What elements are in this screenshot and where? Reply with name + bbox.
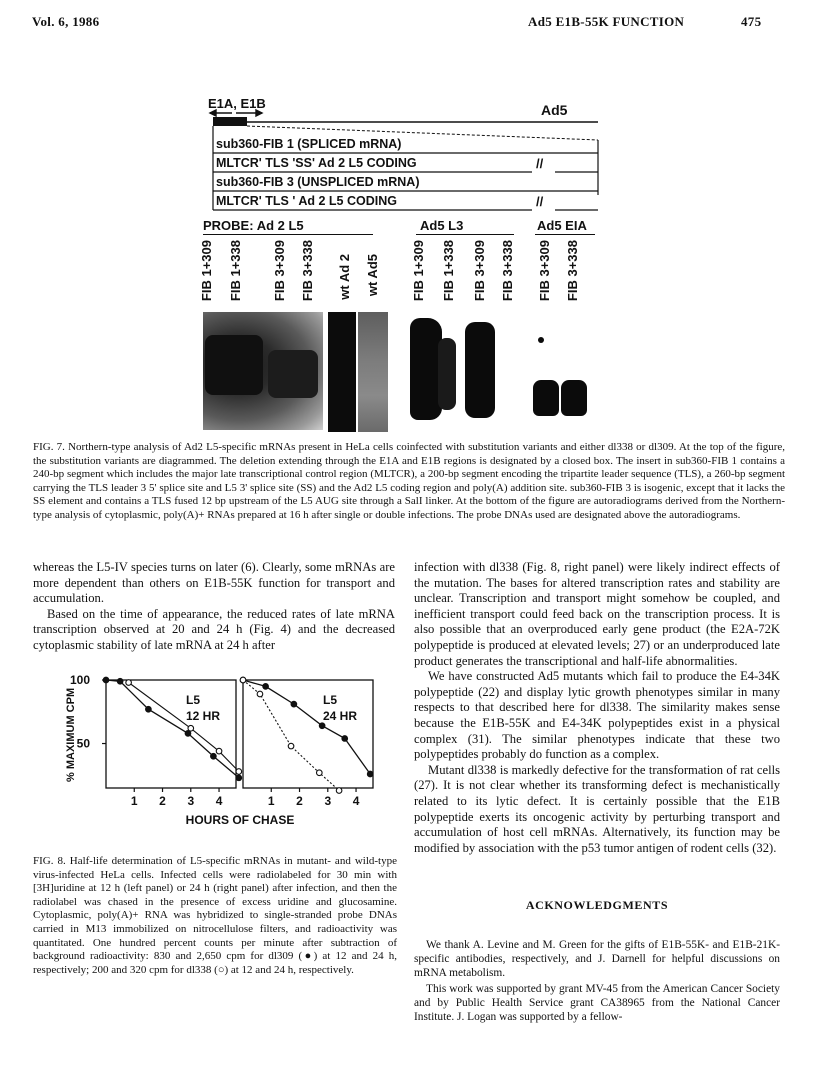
probe-title-ad5-l3: Ad5 L3 bbox=[420, 218, 464, 233]
lane-label: FIB 1+309 bbox=[199, 240, 214, 302]
x-tick-label: 2 bbox=[296, 794, 303, 808]
paragraph: We thank A. Levine and M. Green for the gifts of E1B-55K- and E1B-21K-specific antibodies, respectively, and J. Darnell for helpful discussions on mRNA metabolism. bbox=[414, 939, 780, 979]
lane-label: FIB 3+338 bbox=[500, 240, 515, 302]
autoradiogram-ad5-l3-lane-2 bbox=[438, 338, 456, 410]
journal-volume: Vol. 6, 1986 bbox=[32, 14, 100, 29]
x-tick-label: 3 bbox=[187, 794, 195, 808]
panel-label: 12 HR bbox=[186, 709, 221, 723]
x-tick-label: 4 bbox=[352, 794, 360, 808]
panel-label: 24 HR bbox=[323, 709, 358, 723]
autoradiogram-ad5-l3-lane-3 bbox=[465, 322, 495, 418]
autoradiogram-wt-ad2-lane bbox=[328, 312, 356, 432]
data-point-dl338 bbox=[317, 770, 323, 776]
lane-label: FIB 3+309 bbox=[537, 240, 552, 302]
y-axis-label: % MAXIMUM CPM bbox=[65, 687, 77, 782]
x-tick-label: 3 bbox=[324, 794, 332, 808]
data-point-dl338 bbox=[236, 769, 242, 775]
x-tick-label: 1 bbox=[130, 794, 138, 808]
panel-label: L5 bbox=[323, 693, 338, 707]
panel-frame bbox=[106, 680, 236, 788]
paragraph: We have constructed Ad5 mutants which fail to produce the E4-34K polypeptide (22) and display lytic growth phenotypes similar in many respects to that described here for dl338. The similarity makes sense because the E1B-55K and E4-34K polypeptides exist in a physical complex (31). The similar phenotypes indicate that these two polypeptides probably do function as a complex. bbox=[414, 669, 780, 762]
x-tick-label: 2 bbox=[159, 794, 166, 808]
figure-8-chart bbox=[60, 670, 380, 830]
paragraph: Mutant dl338 is markedly defective for the transformation of rat cells (27). It is not clear whether its transforming defect is mechanistically related to its lytic defect. It is certainly possible that the E1B polypeptide exerts its oncogenic activity by perturbing transport and accumulation of host cell mRNAs. Alternatively, its function may be modified by association with the p53 tumor antigen of rodent cells (32). bbox=[414, 762, 780, 855]
autoradiogram-band bbox=[268, 350, 318, 398]
data-point-dl309 bbox=[291, 701, 297, 707]
ad5-label: Ad5 bbox=[541, 102, 568, 118]
left-column-text bbox=[33, 560, 395, 654]
data-point-dl309 bbox=[319, 723, 325, 729]
panel-label: L5 bbox=[186, 693, 201, 707]
lane-label: FIB 3+309 bbox=[472, 240, 487, 302]
probe-title-ad5-l3-underline bbox=[416, 234, 514, 235]
autoradiogram-e1a-dot bbox=[538, 337, 544, 343]
data-point-dl338 bbox=[257, 691, 263, 697]
paragraph: Based on the time of appearance, the reduced rates of late mRNA transcription observed at 20 and 24 h (Fig. 4) and the decreased cytoplasmic stability of late mRNA at 24 h after bbox=[33, 606, 395, 652]
construct-fib3-name: sub360-FIB 3 (UNSPLICED mRNA) bbox=[216, 175, 420, 189]
e1a-e1b-label: E1A, E1B bbox=[208, 96, 266, 111]
probe-title-ad5-e1a-underline bbox=[535, 234, 595, 235]
y-tick-label: 50 bbox=[76, 736, 90, 751]
construct-fib3-map: MLTCR' TLS ' Ad 2 L5 CODING bbox=[216, 194, 397, 208]
probe-title-ad2-l5: PROBE: Ad 2 L5 bbox=[203, 218, 304, 233]
construct-break-mark-2: // bbox=[536, 194, 544, 209]
lane-label: FIB 3+338 bbox=[565, 240, 580, 302]
lane-label: FIB 1+338 bbox=[441, 240, 456, 302]
paragraph: infection with dl338 (Fig. 8, right panel) were likely indirect effects of the mutation. The bases for altered transcription rates and stability are unclear. Transcription and transport might somehow be coupled, and inefficient transport could feed back on the transcription process. It is also possible that an overproduced early gene product (the E2A-72K polypeptide is produced at elevated levels; 27) or an underproduced late product generates the transcriptional and half-life abnormalities. bbox=[414, 560, 780, 668]
data-point-dl309 bbox=[342, 736, 348, 742]
data-point-dl338 bbox=[336, 788, 342, 794]
autoradiogram-e1a-lane-1 bbox=[533, 380, 559, 416]
construct-fib1-map: MLTCR' TLS 'SS' Ad 2 L5 CODING bbox=[216, 156, 417, 170]
x-tick-label: 4 bbox=[215, 794, 223, 808]
probe-title-ad5-e1a: Ad5 EIA bbox=[537, 218, 587, 233]
paragraph: This work was supported by grant MV-45 from the American Cancer Society and by Public Health Service grant CA38965 from the National Cancer Institute. J. Logan was supported by a fellow- bbox=[414, 983, 780, 1023]
panel-frame bbox=[243, 680, 373, 788]
data-point-dl309 bbox=[367, 771, 373, 777]
lane-label: wt Ad5 bbox=[365, 254, 380, 297]
lane-label: FIB 3+309 bbox=[272, 240, 287, 302]
data-point-dl338 bbox=[240, 677, 246, 683]
data-point-dl338 bbox=[126, 680, 132, 686]
lane-label: wt Ad 2 bbox=[337, 254, 352, 300]
data-point-dl338 bbox=[288, 743, 294, 749]
paragraph: whereas the L5-IV species turns on later (6). Clearly, some mRNAs are more dependent than others on E1B-55K function for transport and accumulation. bbox=[33, 560, 395, 606]
lane-label: FIB 3+338 bbox=[300, 240, 315, 302]
page-number: 475 bbox=[741, 14, 762, 29]
construct-fib1-name: sub360-FIB 1 (SPLICED mRNA) bbox=[216, 137, 402, 151]
running-title: Ad5 E1B-55K FUNCTION bbox=[528, 14, 685, 29]
figure-8-caption: FIG. 8. Half-life determination of L5-specific mRNAs in mutant- and wild-type virus-infected HeLa cells. Infected cells were radiolabeled for 30 min with [3H]uridine at 12 h (left panel) or 24 h (right panel) after infection, and then the radiolabel was chased in the presence of excess uridine and glucosamine. Cytoplasmic, poly(A)+ RNA was hybridized to single-stranded probe DNAs carried in M13 immobilized on nitrocellulose filters, and radioactivity was quantitated. One hundred percent counts per minute after subtraction of background radioactivity: 830 and 2,650 cpm for dl309 (●) at 12 and 24 h, respectively; 200 and 320 cpm for dl338 (○) at 12 and 24 h, respectively. bbox=[33, 855, 397, 976]
series-line-dl309 bbox=[106, 680, 239, 778]
lane-label: FIB 1+309 bbox=[411, 240, 426, 302]
y-tick-label: 100 bbox=[69, 673, 90, 687]
figure-7 bbox=[0, 0, 816, 521]
data-point-dl338 bbox=[188, 725, 194, 731]
data-point-dl309 bbox=[211, 753, 217, 759]
x-tick-label: 1 bbox=[267, 794, 275, 808]
autoradiogram-band bbox=[205, 335, 263, 395]
data-point-dl338 bbox=[216, 748, 222, 754]
autoradiogram-wt-ad5-lane bbox=[358, 312, 388, 432]
acknowledgments-text bbox=[414, 938, 780, 1024]
construct-break-mark-1: // bbox=[536, 156, 544, 171]
lane-label: FIB 1+338 bbox=[228, 240, 243, 302]
data-point-dl309 bbox=[103, 677, 109, 683]
data-point-dl309 bbox=[146, 706, 152, 712]
acknowledgments-heading: ACKNOWLEDGMENTS bbox=[525, 898, 669, 912]
probe-title-ad2-l5-underline bbox=[203, 234, 373, 235]
data-point-dl309 bbox=[236, 775, 242, 781]
deletion-box bbox=[213, 117, 247, 126]
x-axis-label: HOURS OF CHASE bbox=[185, 813, 295, 827]
figure-7-caption: FIG. 7. Northern-type analysis of Ad2 L5-specific mRNAs present in HeLa cells coinfected with substitution variants and either dl338 or dl309. At the top of the figure, the substitution variants are diagrammed. The deletion extending through the E1A and E1B regions is designated by a closed box. The insert in sub360-FIB 1 contains a 240-bp segment which includes the major late transcriptional control region (MLTCR), a 200-bp segment encoding the tripartite leader sequence (TLS), a 260-bp segment carrying the TLS leader 3 5' splice site and L5 3' splice site (SS) and the Ad2 L5 coding region and poly(A) addition site. sub360-FIB 3 is isogenic, except that it lacks the SS element and contains a TLS fused 12 bp upstream of the L5 AUG site through a SalI linker. At the bottom of the figure are autoradiograms derived from the Northern-type analysis of cytoplasmic, poly(A)+ RNAs prepared at 16 h after single or double infections. The probe DNAs used are designated above the autoradiograms. bbox=[33, 441, 785, 521]
autoradiogram-e1a-lane-2 bbox=[561, 380, 587, 416]
e1a-e1b-arrows bbox=[210, 110, 262, 116]
data-point-dl309 bbox=[263, 684, 269, 690]
right-column-text bbox=[414, 560, 780, 856]
data-point-dl309 bbox=[117, 678, 123, 684]
series-line-dl338 bbox=[129, 683, 239, 772]
